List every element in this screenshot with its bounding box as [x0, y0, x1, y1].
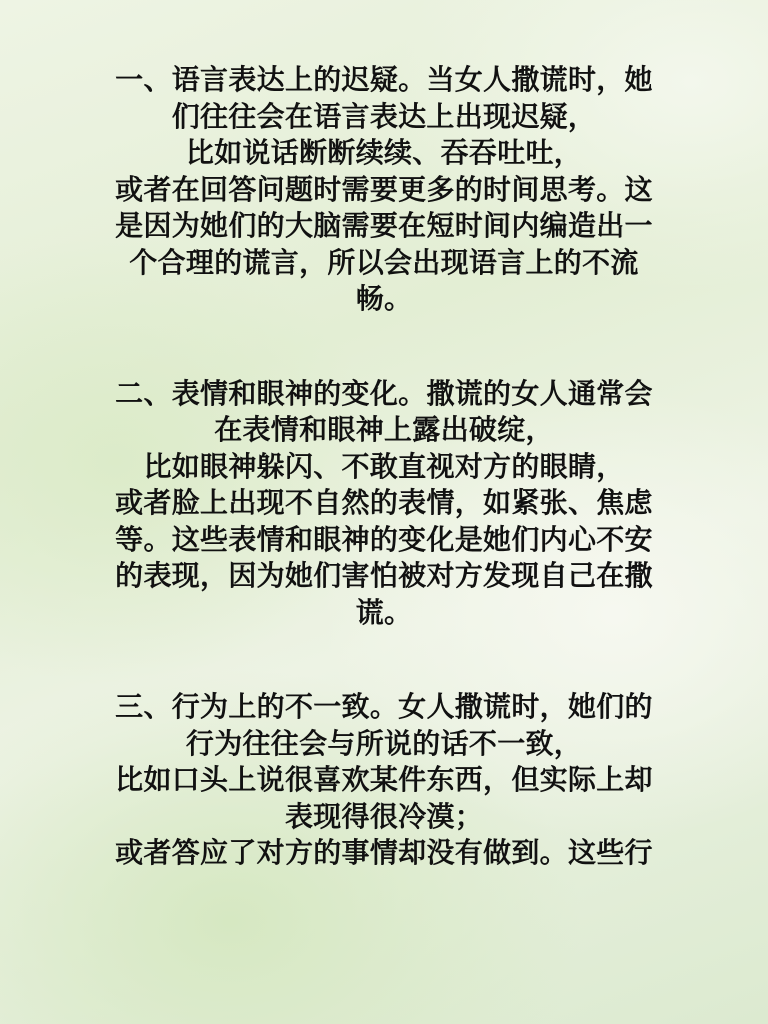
- text-line: 的表现，因为她们害怕被对方发现自己在撒: [115, 559, 653, 592]
- article-body: [48, 62, 720, 984]
- text-line: 一、语言表达上的迟疑。当女人撒谎时，她: [115, 63, 653, 96]
- text-line: 在表情和眼神上露出破绽，: [214, 413, 554, 446]
- text-line: 三、行为上的不一致。女人撒谎时，她们的: [115, 690, 653, 723]
- section-2: [48, 376, 720, 632]
- section-3: [48, 689, 720, 872]
- text-line: 或者在回答问题时需要更多的时间思考。这: [115, 172, 653, 206]
- text-line: 个合理的谎言，所以会出现语言上的不流: [129, 245, 639, 279]
- text-line: 比如说话断断续续、吞吞吐吐，: [185, 136, 583, 169]
- text-line: 是因为她们的大脑需要在短时间内编造出一: [115, 209, 653, 242]
- text-line: 比如眼神躲闪、不敢直视对方的眼睛，: [143, 449, 625, 483]
- text-line: 谎。: [355, 595, 413, 629]
- text-line: 或者脸上出现不自然的表情，如紧张、焦虑: [115, 486, 653, 519]
- text-line: 等。这些表情和眼神的变化是她们内心不安: [115, 522, 653, 556]
- text-line: 二、表情和眼神的变化。撒谎的女人通常会: [115, 376, 653, 410]
- text-line: 行为往往会与所说的话不一致，: [185, 726, 583, 760]
- text-line: 们往往会在语言表达上出现迟疑，: [171, 99, 597, 133]
- text-line: 表现得很冷漠；: [284, 799, 484, 833]
- text-line: 比如口头上说很喜欢某件东西，但实际上却: [115, 763, 653, 796]
- text-line: 畅。: [355, 282, 413, 315]
- section-1: [48, 62, 720, 318]
- text-line: 或者答应了对方的事情却没有做到。这些行: [115, 836, 653, 869]
